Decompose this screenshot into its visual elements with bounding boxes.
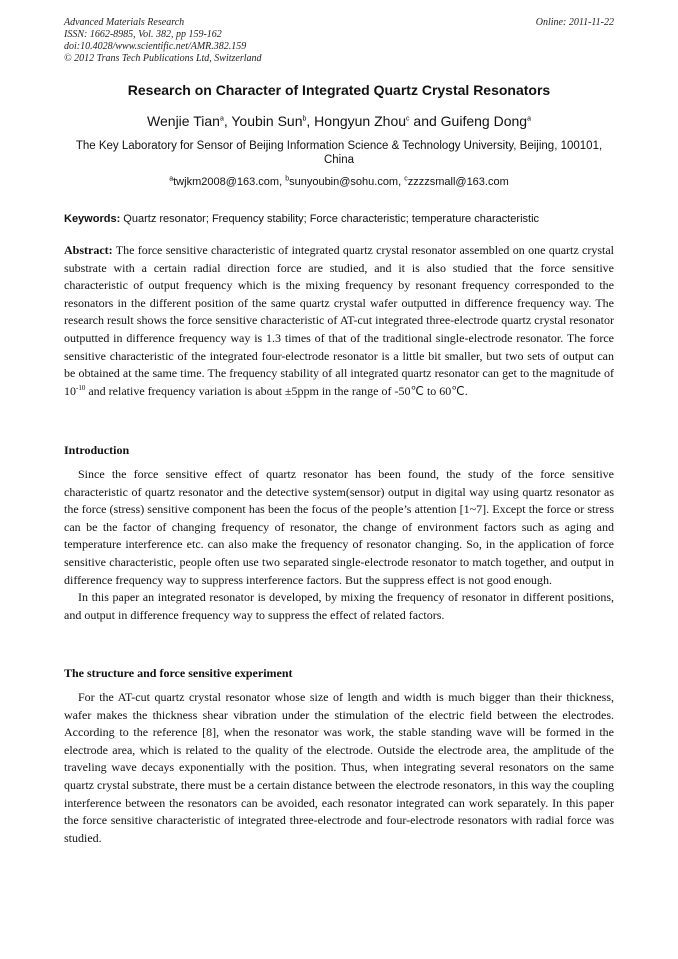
affiliation: The Key Laboratory for Sensor of Beijing Information Science & Technology University, Beijing, 100101, China xyxy=(75,140,603,166)
structure-body xyxy=(64,689,614,847)
section-heading-introduction: Introduction xyxy=(64,443,130,457)
publication-info xyxy=(64,17,262,65)
introduction-body xyxy=(64,466,614,624)
author-mark: b xyxy=(302,115,307,123)
abstract-tail: and relative frequency variation is about ±5ppm in the range of -50℃ to 60℃. xyxy=(85,383,468,398)
email-list xyxy=(40,175,638,189)
author-mark: c xyxy=(406,115,410,123)
email-address[interactable]: sunyoubin@sohu.com xyxy=(289,176,399,188)
email-separator: , xyxy=(279,176,286,188)
email-address[interactable]: twjkm2008@163.com xyxy=(173,176,280,188)
journal-name: Advanced Materials Research xyxy=(64,17,185,28)
doi-line[interactable]: doi:10.4028/www.scientific.net/AMR.382.159 xyxy=(64,41,247,52)
paper-title: Research on Character of Integrated Quartz Crystal Resonators xyxy=(127,82,551,98)
online-date: Online: 2011-11-22 xyxy=(535,17,614,28)
copyright-line: © 2012 Trans Tech Publications Ltd, Switzerland xyxy=(64,53,262,64)
abstract-text: The force sensitive characteristic of integrated quartz crystal resonator assembled on one quartz crystal substrate with a certain radial direction force are studied, and it is also studied that the force sensitive characteristic of output frequency which is the mixing frequency by resonant frequency corresponded to the resonators in the different position of the same quartz crystal wafer outputted in difference frequency way. The research result shows the force sensitive characteristic of AT-cut integrated three-electrode quartz crystal resonator outputted in difference frequency way is 1.3 times of that of the traditional single-electrode resonator. The force sensitive characteristic of the integrated four-electrode resonator is a little bit smaller, but two sets of output can be obtained at the same time. The frequency stability of all integrated quartz resonator can get to the magnitude of 10 xyxy=(64,243,614,398)
keywords-label: Keywords: xyxy=(64,213,121,225)
email-mark: a xyxy=(169,175,174,183)
email-mark: c xyxy=(404,175,408,183)
abstract-label: Abstract: xyxy=(64,243,113,257)
paragraph: In this paper an integrated resonator is developed, by mixing the frequency of resonator in different positions, and output in difference frequency way to suppress the effect of related factors. xyxy=(64,590,614,622)
issn-line: ISSN: 1662-8985, Vol. 382, pp 159-162 xyxy=(64,29,222,40)
author-name: Hongyun Zhou xyxy=(314,113,407,129)
author-separator: , xyxy=(223,113,232,129)
keywords xyxy=(64,212,624,226)
email-separator: , xyxy=(398,176,405,188)
author-name: Youbin Sun xyxy=(231,113,303,129)
abstract xyxy=(64,242,614,400)
author-separator: and xyxy=(409,113,441,129)
email-address[interactable]: zzzzsmall@163.com xyxy=(407,176,509,188)
keywords-text: Quartz resonator; Frequency stability; Force characteristic; temperature characteristic xyxy=(120,213,540,225)
author-separator: , xyxy=(306,113,315,129)
author-name: Guifeng Dong xyxy=(440,113,528,129)
section-heading-structure: The structure and force sensitive experiment xyxy=(64,666,293,680)
author-mark: a xyxy=(527,115,531,123)
paragraph: Since the force sensitive effect of quartz resonator has been found, the study of the force sensitive characteristic of quartz resonator and the detective system(sensor) output in digital way using quartz resonator as the force (stress) sensitive component has been the focus of the people’s attention [1~7]. Except the force or stress can be the factor of changing frequency of resonator, the change of environment factors such as aging and temperature interference etc. can also make the frequency of resonator changing. So, in the application of force sensitive characteristic, people often use two separated single-electrode resonator to match together, and output in difference frequency way to suppress interference factors. But the suppress effect is not good enough. xyxy=(64,467,614,587)
abstract-exponent: -10 xyxy=(76,383,86,392)
email-mark: b xyxy=(285,175,290,183)
paragraph: For the AT-cut quartz crystal resonator whose size of length and width is much bigger than their thickness, wafer makes the thickness shear vibration under the stimulation of the electric field between the electrodes. According to the reference [8], when the resonator was work, the stable standing wave will be formed in the electrode area, which is related to the quality of the electrode. Outside the electrode area, the amplitude of the traveling wave decays exponentially with the position. Thus, when integrating several resonators on the same quartz crystal substrate, there must be a certain distance between the electrode resonators, in this way the coupling interference between the resonators can be avoided, each resonator integrated can work separately. In this paper the force sensitive characteristic of integrated three-electrode and four-electrode resonators with radial force was studied. xyxy=(64,690,614,845)
author-list xyxy=(40,112,638,130)
author-name: Wenjie Tian xyxy=(147,113,220,129)
author-mark: a xyxy=(219,115,224,123)
